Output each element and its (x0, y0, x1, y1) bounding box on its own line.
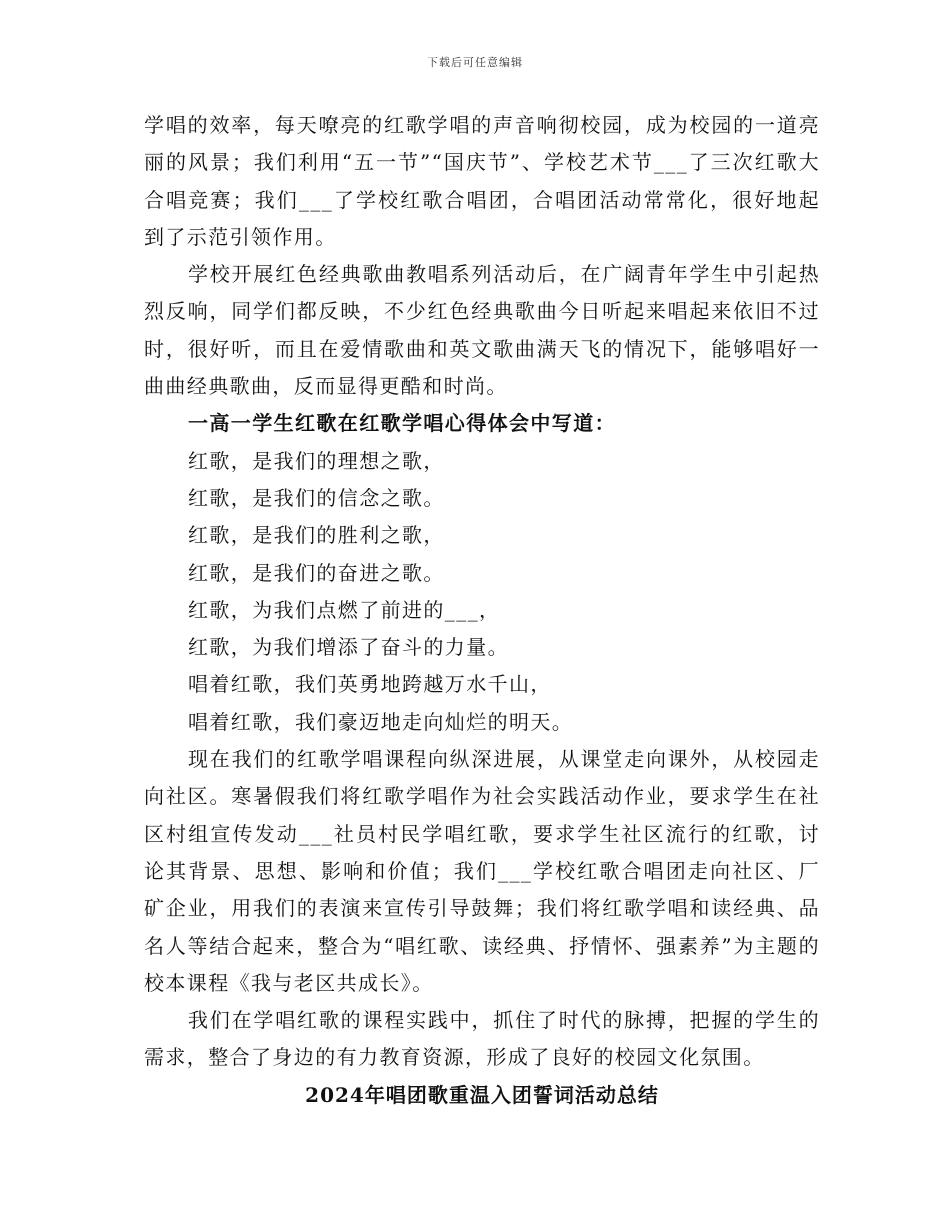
paragraph-2: 学校开展红色经典歌曲教唱系列活动后，在广阔青年学生中引起热烈反响，同学们都反映，不少红色经典歌曲今日听起来唱起来依旧不过时，很好听，而且在爱情歌曲和英文歌曲满天飞的情况下，能够唱好一曲曲经典歌曲，反而显得更酷和时尚。 (144, 262, 820, 399)
poem-line: 红歌，是我们的奋进之歌。 (188, 560, 445, 585)
poem-intro: 一高一学生红歌在红歌学唱心得体会中写道： (188, 411, 616, 436)
document-body (144, 107, 820, 1114)
paragraph-4: 我们在学唱红歌的课程实践中，抓住了时代的脉搏，把握的学生的需求，整合了身边的有力教育资源，形成了良好的校园文化氛围。 (144, 1008, 820, 1070)
poem-line: 红歌，是我们的胜利之歌， (188, 523, 445, 548)
page-header: 下载后可任意编辑 (427, 56, 523, 69)
paragraph-3: 现在我们的红歌学唱课程向纵深进展，从课堂走向课外，从校园走向社区。寒暑假我们将红歌学唱作为社会实践活动作业，要求学生在社区村组宣传发动___社员村民学唱红歌，要求学生社区流行的红歌，讨论其背景、思想、影响和价值；我们___学校红歌合唱团走向社区、厂矿企业，用我们的表演来宣传引导鼓舞；我们将红歌学唱和读经典、品名人等结合起来，整合为“唱红歌、读经典、抒情怀、强素养”为主题的校本课程《我与老区共成长》。 (144, 747, 820, 995)
section-title: 2024年唱团歌重温入团誓词活动总结 (305, 1082, 659, 1107)
poem-line: 唱着红歌，我们英勇地跨越万水千山， (188, 672, 552, 697)
poem-line: 唱着红歌，我们豪迈地走向灿烂的明天。 (188, 709, 574, 734)
poem-line: 红歌，是我们的理想之歌， (188, 448, 445, 473)
poem-line: 红歌，为我们增添了奋斗的力量。 (188, 635, 509, 660)
poem (144, 443, 820, 741)
paragraph-1: 学唱的效率，每天嘹亮的红歌学唱的声音响彻校园，成为校园的一道亮丽的风景；我们利用“五一节”“国庆节”、学校艺术节___了三次红歌大合唱竞赛；我们___了学校红歌合唱团，合唱团活动常常化，很好地起到了示范引领作用。 (144, 113, 820, 249)
poem-line: 红歌，为我们点燃了前进的___， (188, 597, 501, 622)
poem-line: 红歌，是我们的信念之歌。 (188, 485, 445, 510)
